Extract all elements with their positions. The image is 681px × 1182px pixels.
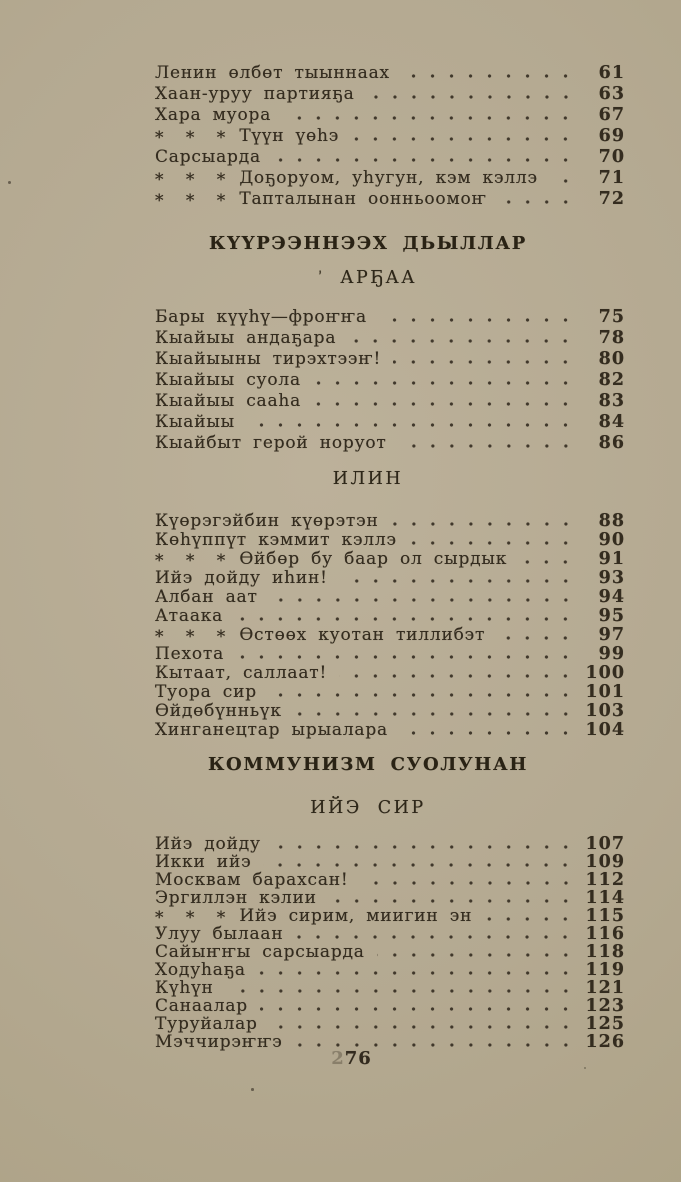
toc-row: [155, 329, 625, 350]
part-heading: [133, 232, 603, 255]
dot-leader: [273, 158, 575, 162]
entry-title: Кыайыы: [155, 412, 236, 432]
toc-row: [155, 607, 625, 626]
toc-section-entries: [155, 64, 625, 211]
entry-page-number: 90: [598, 530, 625, 550]
entry-page-number: 86: [598, 433, 625, 453]
dot-leader: [400, 731, 575, 735]
toc-row: [155, 569, 625, 588]
entry-title: Бары күүһү—фроҥҥа: [155, 307, 367, 327]
entry-title: Хинганецтар ырыалара: [155, 720, 388, 740]
entry-page-number: 104: [585, 720, 625, 740]
dot-leader: [270, 598, 575, 602]
toc-row: [155, 512, 625, 531]
entry-title: Албан аат: [155, 587, 258, 607]
dot-leader: [377, 953, 575, 957]
toc-row: [155, 106, 625, 127]
entry-title: Кыайыы андаҕара: [155, 328, 337, 348]
entry-title: Түүн үөһэ: [239, 126, 340, 146]
entry-page-number: 84: [598, 412, 625, 432]
entry-title: Доҕоруом, уһугун, кэм кэллэ: [239, 168, 538, 188]
section-heading: [133, 468, 603, 491]
dot-leader: [340, 579, 575, 583]
part-heading: [133, 753, 603, 776]
entry-title: Кыайбыт герой норуот: [155, 433, 387, 453]
entry-page-number: 75: [598, 307, 625, 327]
dot-leader: [260, 1007, 575, 1011]
entry-title: Кыайыыны тирэхтээҥ!: [155, 349, 382, 369]
dot-leader: [409, 541, 575, 545]
dot-leader: [399, 444, 575, 448]
dot-leader: [295, 935, 575, 939]
toc-section-entries: [155, 308, 625, 455]
entry-title: Туруйалар: [155, 1014, 258, 1034]
entry-title: Ходуһаҕа: [155, 960, 246, 980]
ink-speck: ’: [316, 266, 329, 286]
dot-leader: [313, 402, 575, 406]
toc-row: [155, 626, 625, 645]
entry-title: Пехота: [155, 644, 225, 664]
entry-page-number: 112: [585, 870, 625, 890]
entry-page-number: 83: [598, 391, 625, 411]
entry-page-number: 121: [585, 978, 625, 998]
toc-row: [155, 1015, 625, 1033]
entry-page-number: 116: [585, 924, 625, 944]
dot-leader: [269, 693, 575, 697]
entry-title: Сарсыарда: [155, 147, 261, 167]
entry-title: Көһүппүт кэммит кэллэ: [155, 530, 397, 550]
section-heading: [133, 267, 603, 290]
dot-leader: [361, 881, 575, 885]
toc-row: [155, 645, 625, 664]
entry-page-number: 80: [598, 349, 625, 369]
toc-row: [155, 664, 625, 683]
entry-title: Өстөөх куотан тиллибэт: [239, 625, 486, 645]
dot-leader: [550, 179, 575, 183]
entry-title: Эргиллэн кэлии: [155, 888, 317, 908]
entry-page-number: 99: [598, 644, 625, 664]
toc-row: [155, 392, 625, 413]
toc-row: [155, 943, 625, 961]
dot-leader: [294, 712, 575, 716]
entry-page-number: 101: [585, 682, 625, 702]
toc-row: [155, 871, 625, 889]
heading-label: КҮҮРЭЭННЭЭХ ДЬЫЛЛАР: [209, 233, 527, 254]
entry-title: Тапталынан оонньоомоҥ: [239, 189, 487, 209]
entry-page-number: 119: [585, 960, 625, 980]
stars-prefix: * * *: [155, 128, 232, 148]
toc-row: [155, 588, 625, 607]
toc-row: [155, 997, 625, 1015]
entry-title: Ийэ дойду иһин!: [155, 568, 328, 588]
entry-title: Ленин өлбөт тыыннаах: [155, 63, 390, 83]
toc-row: [155, 85, 625, 106]
entry-page-number: 95: [598, 606, 625, 626]
entry-page-number: 69: [598, 126, 625, 146]
dot-leader: [519, 560, 575, 564]
dot-leader: [497, 636, 575, 640]
dot-leader: [258, 971, 575, 975]
dot-leader: [393, 360, 575, 364]
toc-row: [155, 906, 625, 928]
entry-title: Москвам барахсан!: [155, 870, 349, 890]
toc-row: [155, 190, 625, 211]
table-of-contents: [155, 64, 625, 1051]
entry-page-number: 100: [585, 663, 625, 683]
heading-label: АРҔАА: [340, 268, 418, 288]
toc-row: [155, 889, 625, 907]
toc-row: [155, 531, 625, 550]
toc-section-entries: [155, 835, 625, 1051]
dot-leader: [270, 1025, 575, 1029]
entry-title: Улуу былаан: [155, 924, 284, 944]
entry-page-number: 88: [598, 511, 625, 531]
entry-title: Сайыҥҥы сарсыарда: [155, 942, 365, 962]
toc-row: [155, 371, 625, 392]
toc-row: [155, 835, 625, 853]
entry-title: Санаалар: [155, 996, 248, 1016]
entry-page-number: 72: [598, 189, 625, 209]
toc-row: [155, 169, 625, 190]
toc-row: [155, 702, 625, 721]
dot-leader: [329, 899, 575, 903]
entry-title: Икки ийэ: [155, 852, 252, 872]
dot-leader: [313, 381, 575, 385]
dot-leader: [379, 318, 575, 322]
entry-page-number: 126: [585, 1032, 625, 1052]
entry-page-number: 115: [585, 906, 625, 926]
dot-leader: [499, 200, 575, 204]
dot-leader: [367, 95, 575, 99]
dot-leader: [348, 339, 575, 343]
entry-title: Атаака: [155, 606, 224, 626]
entry-title: Хара муора: [155, 105, 272, 125]
entry-page-number: 61: [598, 63, 625, 83]
dot-leader: [402, 74, 575, 78]
toc-row: [155, 308, 625, 329]
page-footer: [0, 1048, 681, 1069]
dot-leader: [263, 863, 575, 867]
stars-prefix: * * *: [155, 170, 232, 190]
entry-page-number: 82: [598, 370, 625, 390]
toc-row: [155, 550, 625, 569]
entry-page-number: 109: [585, 852, 625, 872]
entry-page-number: 125: [585, 1014, 625, 1034]
toc-row: [155, 64, 625, 85]
heading-label: КОММУНИЗМ СУОЛУНАН: [207, 754, 529, 775]
entry-page-number: 70: [598, 147, 625, 167]
dot-leader: [484, 917, 575, 921]
footer-page-number-faint-digit: 2: [331, 1048, 345, 1069]
dot-leader: [295, 1043, 575, 1047]
toc-row: [155, 148, 625, 169]
toc-row: [155, 721, 625, 740]
paper-speck: [584, 1067, 586, 1069]
entry-page-number: 97: [598, 625, 625, 645]
toc-row: [155, 434, 625, 455]
footer-page-number: 76: [344, 1048, 372, 1069]
entry-title: Күөрэгэйбин күөрэтэн: [155, 511, 379, 531]
entry-title: Мэччирэҥҥэ: [155, 1032, 283, 1052]
toc-row: [155, 413, 625, 434]
heading-label: ИЛИН: [332, 469, 404, 489]
entry-title: Ийэ сирим, миигин эн: [239, 906, 473, 926]
dot-leader: [283, 116, 575, 120]
entry-page-number: 94: [598, 587, 625, 607]
toc-row: [155, 127, 625, 148]
entry-title: Кыайыы сааһа: [155, 391, 302, 411]
dot-leader: [339, 674, 575, 678]
toc-row: [155, 979, 625, 997]
dot-leader: [391, 522, 575, 526]
entry-title: Өйбөр бу баар ол сырдык: [239, 549, 508, 569]
toc-row: [155, 350, 625, 371]
dot-leader: [247, 423, 575, 427]
dot-leader: [236, 655, 575, 659]
entry-title: Туора сир: [155, 682, 257, 702]
dot-leader: [226, 989, 575, 993]
paper-speck: [251, 1088, 254, 1091]
entry-title: Күһүн: [155, 978, 214, 998]
entry-page-number: 67: [598, 105, 625, 125]
entry-title: Кытаат, саллаат!: [155, 663, 328, 683]
entry-title: Кыайыы суола: [155, 370, 301, 390]
entry-title: Ийэ дойду: [155, 834, 261, 854]
entry-page-number: 93: [598, 568, 625, 588]
toc-row: [155, 961, 625, 979]
entry-page-number: 78: [598, 328, 625, 348]
entry-page-number: 103: [585, 701, 625, 721]
section-heading: [133, 797, 603, 820]
dot-leader: [351, 137, 575, 141]
paper-speck: [8, 181, 11, 184]
toc-section-entries: [155, 512, 625, 740]
stars-prefix: * * *: [155, 191, 232, 211]
entry-title: Хаан-уруу партияҕа: [155, 84, 355, 104]
entry-page-number: 107: [585, 834, 625, 854]
dot-leader: [273, 845, 575, 849]
heading-label: ИЙЭ СИР: [310, 798, 426, 818]
toc-row: [155, 853, 625, 871]
entry-page-number: 123: [585, 996, 625, 1016]
stars-prefix: * * *: [155, 908, 232, 928]
stars-prefix: * * *: [155, 627, 232, 647]
entry-page-number: 91: [598, 549, 625, 569]
toc-row: [155, 683, 625, 702]
entry-page-number: 71: [598, 168, 625, 188]
entry-page-number: 114: [585, 888, 625, 908]
stars-prefix: * * *: [155, 551, 232, 571]
entry-page-number: 118: [585, 942, 625, 962]
entry-page-number: 63: [598, 84, 625, 104]
entry-title: Өйдөбүнньүк: [155, 701, 282, 721]
dot-leader: [235, 617, 575, 621]
